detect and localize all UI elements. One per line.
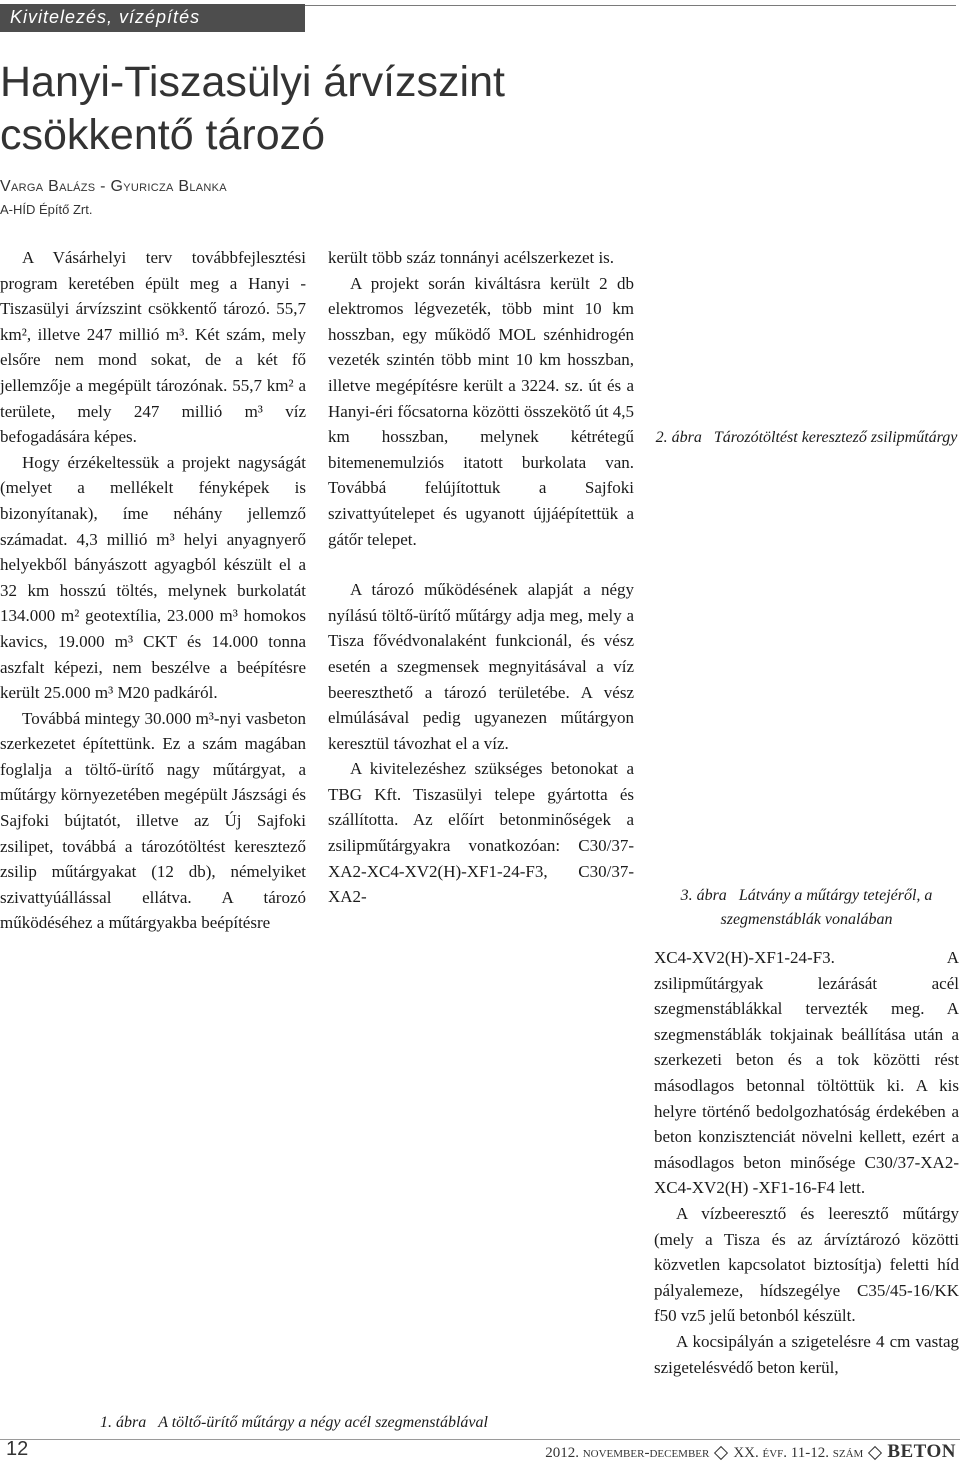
paragraph: Továbbá mintegy 30.000 m³-nyi vasbeton szerkezetet építettünk. Ez a szám magában foglalja a töltő-ürítő nagy műtárgyat, a műtárgy környezetében megépült Jászsági és Sajfoki bújtatót, illetve az Új Sajfoki zsilipet, továbbá a tározótöltést keresztező zsilip műtárgyakat (12 db), némelyiket szivattyúállással ellátva. A tározó működéséhez a műtárgyakba beépítésre	[0, 708, 306, 933]
issue-number: 11-12.	[790, 1445, 829, 1461]
figure-3-caption	[654, 884, 959, 932]
diamond-icon	[714, 1445, 728, 1459]
magazine-name: BETON	[887, 1441, 956, 1462]
text-column-2	[328, 245, 634, 910]
article-authors: Varga Balázs - Gyuricza Blanka	[0, 178, 227, 195]
paragraph: került több száz tonnányi acélszerkezet is.	[328, 248, 615, 267]
issue-year: 2012.	[545, 1445, 579, 1461]
paragraph: A projekt során kiváltásra került 2 db elektromos légvezeték, több mint 10 km hosszban, egy működő MOL szénhidrogén vezeték szintén több mint 10 km hosszban, illetve megépítésre került a 3224. sz. út és a Hanyi-éri főcsatorna közötti összekötő út 4,5 km hosszban, melynek kétrétegű bitemenemulziós itatott burkolata van. Továbbá felújítottuk a Sajfoki szivattyútelepet és ugyanott újjáépítettük a gátőr telepet.	[328, 273, 634, 549]
figure-number: 3. ábra	[680, 887, 727, 904]
section-divider	[305, 5, 956, 6]
figure-number: 1. ábra	[100, 1414, 147, 1431]
paragraph: A tározó működésének alapját a négy nyílású töltő-ürítő műtárgy adja meg, mely a Tisza fővédvonalaként funkcionál, és vész esetén a szegmensek megnyitásával a víz beereszthető a tározó területébe. A vész elmúlásával pedig ugyanezen műtárgyon keresztül távozhat el a víz.	[328, 580, 634, 753]
paragraph: XC4-XV2(H)-XF1-24-F3. A zsilipműtárgyak lezárását acél szegmenstáblákkal tervezték meg. A szegmenstáblák tokjainak beállítása után a szerkezeti beton és a tok közötti rést másodlagos betonnal töltöttük ki. A kis helyre történő bedolgozhatóság érdekében a beton konzisztenciát növelni kellett, ezért a másodlagos beton minősége C30/37-XA2-XC4-XV2(H) -XF1-16-F4 lett.	[654, 948, 959, 1198]
paragraph: Hogy érzékeltessük a projekt nagyságát (melyet a mellékelt fényképek is bizonyítanak), íme néhány jellemző számadat. 4,3 millió m³ helyi anyagnyerő helyekből bányászott agyagból készült el a 32 km hosszú töltés, melynek burkolatát 134.000 m² geotextília, 23.000 m³ homokos kavics, 19.000 m³ CKT és 14.000 tonna aszfalt képezi, nem beszélve a beépítésre került 25.000 m³ M20 padkáról.	[0, 452, 306, 703]
issue-footer	[545, 1441, 956, 1463]
figure-1-caption	[100, 1411, 540, 1435]
figure-caption-text: Tározótöltést keresztező zsilipműtárgy	[713, 429, 958, 446]
diamond-icon	[868, 1445, 882, 1459]
figure-caption-text: A töltő-ürítő műtárgy a négy acél szegmenstáblával	[158, 1414, 488, 1431]
paragraph: A Vásárhelyi terv továbbfejlesztési program keretében épült meg a Hanyi -Tiszasülyi árvízszint csökkentő tározó. 55,7 km², illetve 247 millió m³. Két szám, mely elsőre nem mond sokat, de a két fő jellemzője a megépült tározónak. 55,7 km² a területe, mely 247 millió m³ víz befogadására képes.	[0, 248, 306, 447]
issue-label: szám	[832, 1445, 864, 1461]
footer-divider	[0, 1439, 960, 1440]
issue-months: november-december	[582, 1445, 710, 1461]
page-number: 12	[6, 1438, 29, 1460]
figure-number: 2. ábra	[655, 429, 702, 446]
section-header-bar	[0, 4, 305, 32]
text-column-1	[0, 245, 306, 936]
figure-2-caption	[654, 426, 959, 450]
volume-number: XX.	[733, 1445, 759, 1461]
article-title: Hanyi-Tiszasülyi árvízszint csökkentő tározó	[0, 58, 505, 159]
author-affiliation: A-HÍD Építő Zrt.	[0, 202, 93, 217]
paragraph: A kocsipályán a szigetelésre 4 cm vastag szigetelésvédő beton kerül,	[654, 1331, 959, 1377]
section-label: Kivitelezés, vízépítés	[10, 7, 201, 27]
figure-caption-text: Látvány a műtárgy tetejéről, a szegmenstáblák vonalában	[720, 887, 933, 928]
paragraph: A kivitelezéshez szükséges betonokat a TBG Kft. Tiszasülyi telepe gyártotta és szállította. Az előírt betonminőségek a zsilipműtárgyakra vonatkozóan: C30/37-XA2-XC4-XV2(H)-XF1-24-F3, C30/37-XA2-	[328, 759, 634, 907]
paragraph: A vízbeeresztő és leeresztő műtárgy (mely a Tisza és az árvíztározó közötti közvetlen kapcsolatot biztosítja) feletti híd pályalemeze, hídszegélye C35/45-16/KK f50 vz5 jelű betonból készült.	[654, 1203, 959, 1326]
text-column-3	[654, 945, 959, 1380]
volume-label: évf.	[762, 1445, 788, 1461]
